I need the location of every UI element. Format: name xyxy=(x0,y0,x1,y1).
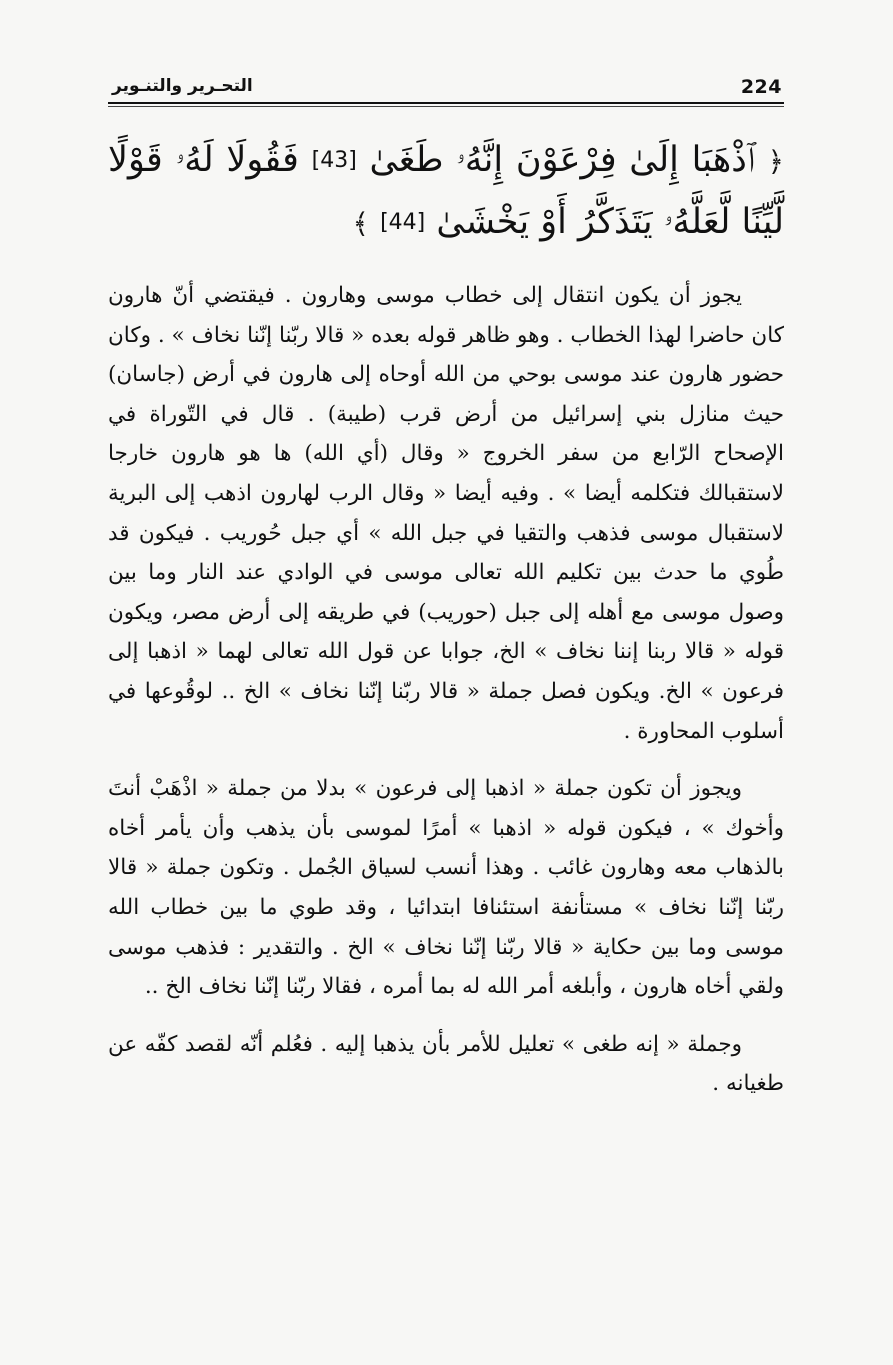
page-header xyxy=(108,76,784,104)
ayah-number-44: [44] xyxy=(380,210,426,235)
page-number: 224 xyxy=(740,76,782,98)
verse-text-43: ٱذْهَبَا إِلَىٰ فِرْعَوْنَ إِنَّهُۥ طَغَىٰ xyxy=(369,140,755,180)
quran-verse-block xyxy=(108,130,784,254)
running-title: التحـرير والتنـوير xyxy=(112,76,253,96)
header-rule-thin xyxy=(108,106,784,107)
commentary-paragraph-2: ويجوز أن تكون جملة « اذهبا إلى فرعون » بدلا من جملة « اذْهَبْ أنتَ وأخوك » ، فيكون قوله « اذهبا » أمرًا لموسى بأن يذهب وأن يأمر أخاه بالذهاب معه وهارون غائب . وهذا أنسب لسياق الجُمل . وتكون جملة « قالا ربّنا إنّنا نخاف » مستأنفة استئنافا ابتدائيا ، وقد طوي ما بين خطاب الله موسى وما بين حكاية « قالا ربّنا إنّنا نخاف » الخ . والتقدير : فذهب موسى ولقي أخاه هارون ، وأبلغه أمر الله له بما أمره ، فقالا ربّنا إنّنا نخاف الخ .. xyxy=(108,776,784,1000)
commentary-paragraph-3: وجملة « إنه طغى » تعليل للأمر بأن يذهبا إليه . فعُلم أنّه لقصد كفّه عن طغيانه . xyxy=(108,1031,784,1097)
verse-text-44: فَقُولَا لَهُۥ قَوْلًا لَّيِّنًا لَّعَلَّهُۥ يَتَذَكَّرُ أَوْ يَخْشَىٰ xyxy=(108,140,784,242)
commentary-body xyxy=(108,276,784,1104)
commentary-paragraph-1: يجوز أن يكون انتقال إلى خطاب موسى وهارون . فيقتضي أنّ هارون كان حاضرا لهذا الخطاب . وهو ظاهر قوله بعده « قالا ربّنا إنّنا نخاف » . وكان حضور هارون عند موسى بوحي من الله أوحاه إلى هارون في أرض (جاسان) حيث منازل بني إسرائيل من أرض قرب (طيبة) . قال في التّوراة في الإصحاح الرّابع من سفر الخروج « وقال (أي الله) ها هو هارون خارجا لاستقبالك فتكلمه أيضا » . وفيه أيضا « وقال الرب لهارون اذهب إلى البرية لاستقبال موسى فذهب والتقيا في جبل الله » أي جبل حُوريب . فيكون قد طُوي ما حدث بين تكليم الله تعالى موسى في الوادي عند النار وما بين وصول موسى مع أهله إلى جبل (حوريب) في طريقه إلى أرض مصر، ويكون قوله « قالا ربنا إننا نخاف » الخ، جوابا عن قول الله تعالى لهما « اذهبا إلى فرعون » الخ. ويكون فصل جملة « قالا ربّنا إنّنا نخاف » الخ .. لوقُوعها في أسلوب المحاورة . xyxy=(108,283,784,744)
verse-open-ornament: ﴿ xyxy=(767,145,784,178)
header-rule xyxy=(108,102,784,104)
ayah-number-43: [43] xyxy=(311,148,357,173)
verse-close-ornament: ﴾ xyxy=(352,207,369,240)
